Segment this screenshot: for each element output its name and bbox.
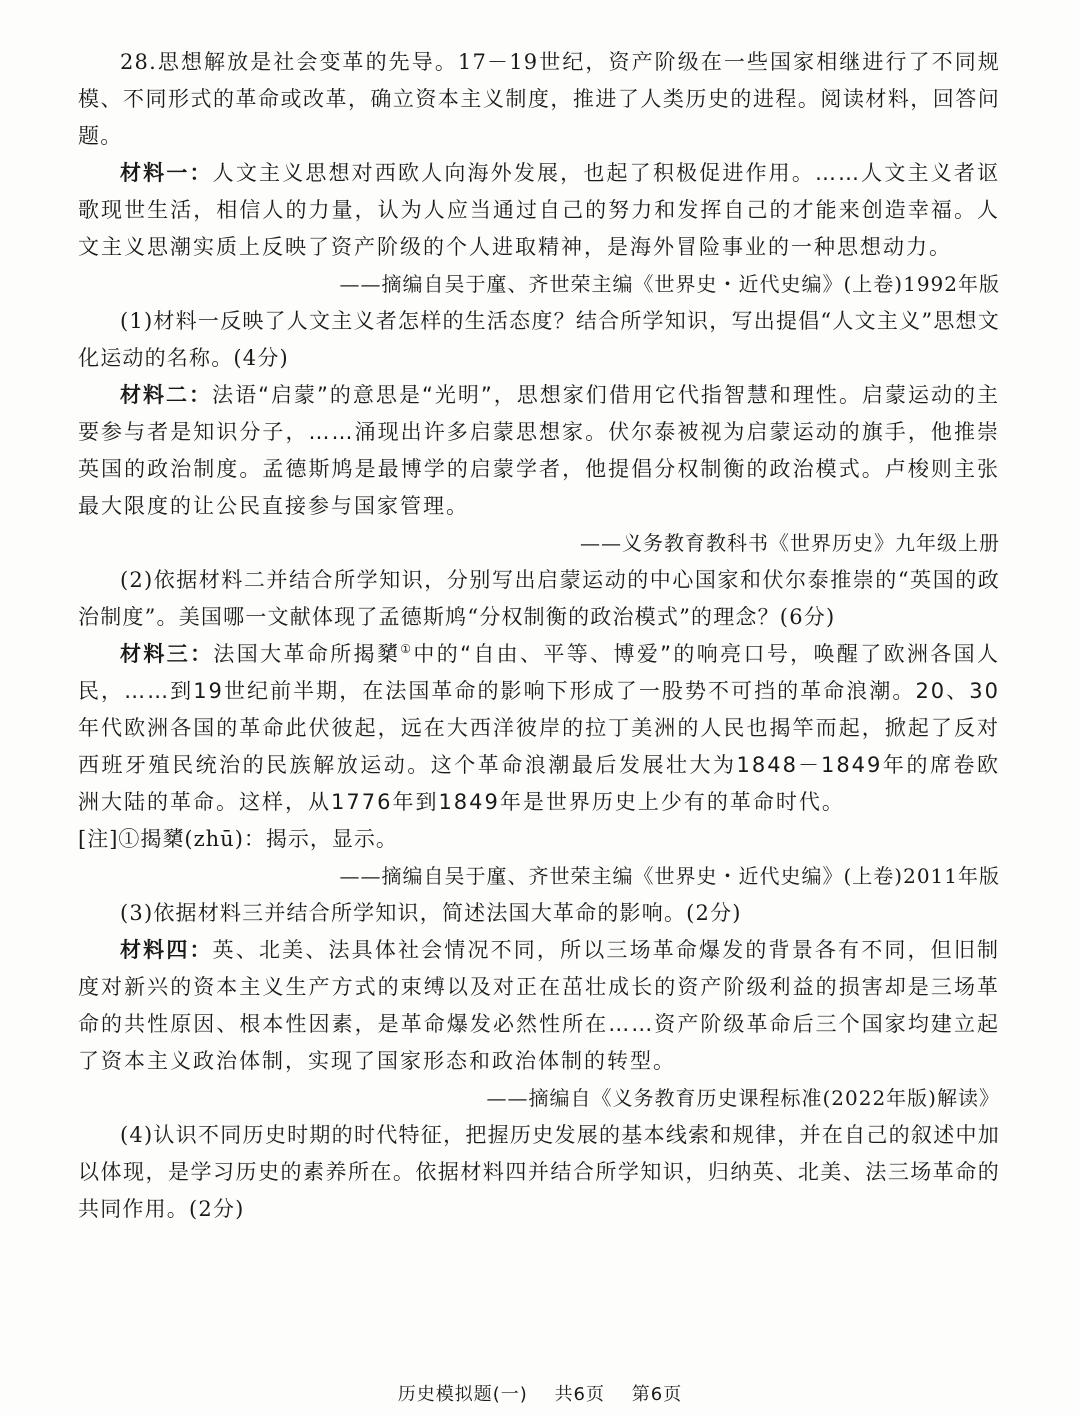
material-1 (78, 155, 1000, 266)
sub-question-3: (3)依据材料三并结合所学知识，简述法国大革命的影响。(2分) (120, 901, 742, 925)
material-1-label: 材料一： (120, 161, 213, 185)
question-28 (78, 44, 1000, 1228)
sub-question-2: (2)依据材料二并结合所学知识，分别写出启蒙运动的中心国家和伏尔泰推崇的“英国的政治制度”。美国哪一文献体现了孟德斯鸠“分权制衡的政治模式”的理念？(6分) (78, 568, 1000, 629)
sub-question-4: (4)认识不同历史时期的时代特征，把握历史发展的基本线索和规律，并在自己的叙述中加以体现，是学习历史的素养所在。依据材料四并结合所学知识，归纳英、北美、法三场革命的共同作用。(2分) (78, 1123, 1000, 1221)
material-4-label: 材料四： (120, 938, 213, 962)
material-2 (78, 377, 1000, 525)
material-3-text-a: 法国大革命所揭櫫 (213, 642, 401, 666)
sub-question-1: (1)材料一反映了人文主义者怎样的生活态度？结合所学知识，写出提倡“人文主义”思想文化运动的名称。(4分) (78, 309, 1000, 370)
material-3-label: 材料三： (120, 642, 214, 666)
material-2-label: 材料二： (120, 383, 213, 407)
material-3-source: ——摘编自吴于廑、齐世荣主编《世界史・近代史编》(上卷)2011年版 (339, 864, 1000, 888)
question-intro: 28.思想解放是社会变革的先导。17－19世纪，资产阶级在一些国家相继进行了不同规模、不同形式的革命或改革，确立资本主义制度，推进了人类历史的进程。阅读材料，回答问题。 (78, 50, 1000, 148)
material-3-note: [注]①揭櫫(zhū)：揭示，显示。 (78, 827, 398, 851)
material-2-text: 法语“启蒙”的意思是“光明”，思想家们借用它代指智慧和理性。启蒙运动的主要参与者是知识分子，……涌现出许多启蒙思想家。伏尔泰被视为启蒙运动的旗手，他推崇英国的政治制度。孟德斯鸠是最博学的启蒙学者，他提倡分权制衡的政治模式。卢梭则主张最大限度的让公民直接参与国家管理。 (78, 383, 1001, 518)
material-4-text: 英、北美、法具体社会情况不同，所以三场革命爆发的背景各有不同，但旧制度对新兴的资本主义生产方式的束缚以及对正在茁壮成长的资产阶级利益的损害却是三场革命的共性原因、根本性因素，是革命爆发必然性所在……资产阶级革命后三个国家均建立起了资本主义政治体制，实现了国家形态和政治体制的转型。 (78, 938, 1001, 1073)
material-4-source: ——摘编自《义务教育历史课程标准(2022年版)解读》 (486, 1086, 1000, 1110)
material-2-source: ——义务教育教科书《世界历史》九年级上册 (580, 531, 1000, 555)
material-3-text-b: 中的“自由、平等、博爱”的响亮口号，唤醒了欧洲各国人民，……到19世纪前半期，在法国革命的影响下形成了一股势不可挡的革命浪潮。20、30年代欧洲各国的革命此伏彼起，远在大西洋彼岸的拉丁美洲的人民也揭竿而起，掀起了反对西班牙殖民统治的民族解放运动。这个革命浪潮最后发展壮大为1848－1849年的席卷欧洲大陆的革命。这样，从1776年到1849年是世界历史上少有的革命时代。 (78, 642, 1001, 814)
material-3 (78, 636, 1000, 821)
material-1-source: ——摘编自吴于廑、齐世荣主编《世界史・近代史编》(上卷)1992年版 (339, 272, 1000, 296)
page-footer (0, 1380, 1080, 1406)
material-1-text: 人文主义思想对西欧人向海外发展，也起了积极促进作用。……人文主义者讴歌现世生活，相信人的力量，认为人应当通过自己的努力和发挥自己的才能来创造幸福。人文主义思潮实质上反映了资产阶级的个人进取精神，是海外冒险事业的一种思想动力。 (78, 161, 1001, 259)
material-4 (78, 932, 1000, 1080)
footer-total-pages: 共6页 (554, 1384, 606, 1405)
footnote-marker: ① (400, 642, 414, 656)
footer-title: 历史模拟题(一) (397, 1384, 528, 1405)
footer-page-number: 第6页 (631, 1384, 683, 1405)
